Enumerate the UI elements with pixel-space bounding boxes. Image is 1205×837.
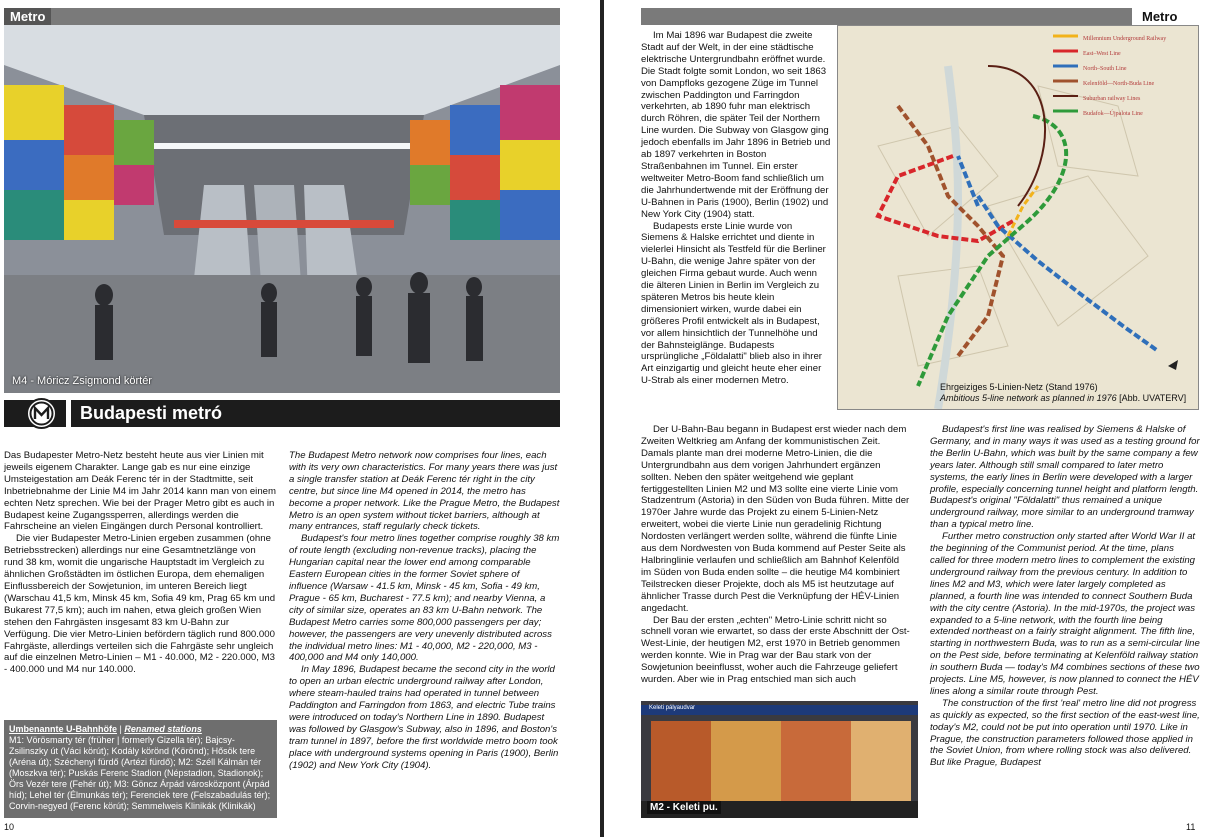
left-page — [0, 0, 600, 837]
metro-logo-icon — [26, 398, 57, 429]
box-title: Umbenannte U-Bahnhöfe — [9, 724, 117, 734]
page-number: 11 — [1186, 822, 1196, 832]
map-caption-de: Ehrgeiziges 5-Linien-Netz (Stand 1976) — [940, 382, 1098, 392]
title-gap — [66, 400, 71, 427]
station-photo — [4, 25, 560, 393]
paragraph: Budapest's four metro lines together comprise roughly 38 km of route length (excluding non-revenue tracks), placing the Hungarian capital near the lower end among comparable Eastern European cities in the former Soviet sphere of influence (Warsaw - 41.5 km, Minsk - 45 km, Sofia - 49 km, Prague - 65 km, Bucharest - 77.5 km); and nearby Vienna, a city of similar size, operates an 83 km U-Bahn network. The Budapest Metro carries some 800,000 passengers per day; however, the passengers are very unevenly distributed across the individual metro lines: M1 - 40,000, M2 - 220,000, M3 - 400,000 and M4 only 140,000. — [289, 533, 560, 664]
german-text-column — [4, 450, 277, 676]
keleti-station-photo — [641, 701, 918, 818]
map-caption-en: Ambitious 5-line network as planned in 1976 — [940, 393, 1117, 403]
paragraph: Der U-Bahn-Bau begann in Budapest erst wieder nach dem Zweiten Weltkrieg am Anfang der kommunistischen Zeit. Damals plante man drei moderne Metro-Linien, die die Untergrundbahn aus dem vorigen Jahrhundert ergänzen sollten. Neben den später weitgehend wie geplant fertiggestellten Linien M2 und M3 sollte eine vierte Linie vom Stadzentrum (Astoria) in den Süden von Buda führen. Mitte der 1970er Jahre wurde das Projekt zu einem 5-Linien-Netz erweitert, wobei die vierte Linie nun geradelinig Richtung Nordosten verlängert werden sollte, während die fünfte Linie aus dem Nordwesten von Buda kommend auf Pester Seite als Halbringlinie verlaufen und schließlich am Bahnhof Kelenföld im Süden von Buda enden sollte – die heutige M4 kombiniert Teilstrecken dieser Projekte, doch als M5 ist heutzutage auf ähnlicher Trasse durch Pest die Verknüpfung der HÉV-Linien angedacht. — [641, 424, 910, 614]
section-header: Metro — [1132, 8, 1183, 25]
page-title: Budapesti metró — [80, 403, 223, 423]
english-text-column — [289, 450, 560, 771]
title-stub — [4, 400, 18, 427]
box-text: M1: Vörösmarty tér (früher | formerly Gizella tér); Bajcsy-Zsilinszky út (Váci körút); Kodály körönd (Körönd); Hősök tere (Aréna út); Széchenyi fürdő (Artézi fürdő); M2: Széll Kálmán tér (Moszkva tér); Puskás Ferenc Stadion (Népstadion, Stadionok); Örs Vezér tere (Fehér út); M3: Göncz Árpád városközpont (Árpád híd); Lehel tér (Élmunkás tér); Ferenciek tere (Felszabadulás tér); Corvin-negyed (Ferenc körút); Semmelweis Klinikák (Klinikák) — [9, 735, 271, 811]
legend-item: North–South Line — [1083, 66, 1127, 72]
english-text-column — [930, 424, 1200, 769]
legend-item: Millennium Underground Railway — [1083, 36, 1167, 42]
renamed-stations-box: Umbenannte U-Bahnhöfe | Renamed stations M1: Vörösmarty tér (früher | formerly Gizella tér); Bajcsy-Zsilinszky út (Váci körút); Kodály körönd (Körönd); Hősök tere (Aréna út); Széchenyi fürdő (Artézi fürdő); M2: Széll Kálmán tér (Moszkva tér); Puskás Ferenc Stadion (Népstadion, Stadionok); Örs Vezér tere (Fehér út); M3: Göncz Árpád városközpont (Árpád híd); Lehel tér (Élmunkás tér); Ferenciek tere (Felszabadulás tér); Corvin-negyed (Ferenc körút); Semmelweis Klinikák (Klinikák) — [4, 720, 277, 818]
paragraph: In May 1896, Budapest became the second city in the world to open an urban electric underground railway after London, where steam-hauled trains had operated in tunnel between Paddington and Farringdon from 1863, and electric Tube trains were introduced on today's Northern Line in 1890. Budapest was followed by Glasgow's Subway, also in 1896, and Boston's tram tunnel in 1897, before the first worldwide metro boom took place with underground systems opening in Paris (1900), Berlin (1902) and New York City (1904). — [289, 664, 559, 771]
paragraph: Further metro construction only started after World War II at the beginning of the Communist period. At the time, plans called for three modern metro lines to complement the existing underground railway from the previous century. In addition to lines M2 and M3, which were later largely completed as planned, a fourth line was intended to connect Southern Buda with the city centre (Astoria). In the mid-1970s, the project was expanded to a 5-line network, with the fourth line being extended northeast on a fairly straight alignment. The fifth line, starting in northwestern Buda, was to run as a semi-circular line on the Pest side, before terminating at Kelenföld railway station in southern Buda — today's M4 combines sections of these two projects. Line M5, however, is now planned to connect the HÉV lines along a similar route through Pest. — [930, 531, 1200, 697]
paragraph: Der Bau der ersten „echten" Metro-Linie schritt nicht so schnell voran wie erwartet, so dass der erste Abschnitt der Ost-West-Linie, der heutigen M2, erst 1970 in Betrieb genommen werden konnte. Wie in Prag war der Bau stark von der Sowjetunion beeinflusst, woher auch die Fahrzeuge geliefert wurden. Aber wie in Prag entschied man sich auch — [641, 614, 910, 686]
right-page — [604, 0, 1205, 837]
header-bar — [641, 8, 1173, 25]
escalator-illustration — [4, 25, 560, 393]
photo-caption: M4 - Móricz Zsigmond körtér — [12, 375, 152, 387]
station-sign: Keleti pályaudvar — [649, 705, 696, 711]
page-number: 10 — [4, 822, 15, 832]
paragraph: Das Budapester Metro-Netz besteht heute aus vier Linien mit jeweils eigenem Charakter. Lange gab es nur eine einzige Umsteigestation am Deák Ferenc tér in der Stadtmitte, seit Inbetriebnahme der Linie M4 im Jahr 2014 kann man von einem echten Netz sprechen. Wie bei der Prager Metro gibt es auch in Budapest keine Zugangssperren, allerdings werden die Fahrscheine an vielen Eingängen durch Personal kontrolliert. — [4, 450, 276, 533]
paragraph: Budapest's first line was realised by Siemens & Halske of Germany, and in many ways it was used as a testing ground for the Berlin U-Bahn, which was built by the same company a few years later. Although still small compared to later metro systems, the early lines in Berlin were developed with a larger profile, especially concerning tunnel height and platform length. Budapest's original "Földalatti" thus remained a unique underground railway, more similar to an underground tramway than a typical metro line. — [930, 424, 1200, 531]
paragraph: Die vier Budapester Metro-Linien ergeben zusammen (ohne Betriebsstrecken) allerdings nur eine Gesamtnetzlänge von rund 38 km, womit die ungarische Hauptstadt im Vergleich zu ähnlichen Großstädten im östlichen Europa, dem ehemaligen Einflussbereich der Sowjetunion, im unteren Bereich liegt (Warschau 41,5 km, Minsk 45 km, Sofia 49 km, Prag 65 km und Bukarest 77,5 km); auch im nahen, etwa gleich großen Wien stehen den Fahrgästen insgesamt 83 km U-Bahn zur Verfügung. Die vier Metro-Linien befördern täglich rund 800.000 Fahrgäste, allerdings verteilen sich die Fahrgäste sehr ungleich auf die einzelnen Metro-Linien – M1 - 40.000, M2 - 220.000, M3 - 400.000 und M4 nur 140.000. — [4, 533, 276, 676]
paragraph: Im Mai 1896 war Budapest die zweite Stadt auf der Welt, in der eine städtische elektrische Untergrundbahn eröffnet wurde. Die Stadt folgte somit London, wo seit 1863 von Dampfloks gezogene Züge im Tunnel zwischen Paddington und Farringdon verkehrten, ab 1890 fuhr man elektrisch durch Röhren, die später Teil der Northern Line wurden. Die Subway von Glasgow ging jedoch ebenfalls im Jahr 1896 in Betrieb und ab 1897 verkehrten in Boston Straßenbahnen im Tunnel. Ein erster weltweiter Metro-Boom fand schließlich um die Jahrhundertwende mit der Eröffnung der U-Bahnen in Paris (1900), Berlin (1902) und New York City (1904) statt. — [641, 30, 831, 220]
paragraph: The Budapest Metro network now comprises four lines, each with its very own characteristics. For many years there was just a single transfer station at Deák Ferenc tér right in the city centre, but since line M4 opened in 2014, the metro has become a proper network. Like the Prague Metro, the Budapest Metro is an open system without ticket barriers, although at many entrances, staff regularly check tickets. — [289, 450, 560, 533]
map-caption-credit: [Abb. UVATERV] — [1119, 393, 1187, 403]
legend-item: Suburban railway Lines — [1083, 96, 1141, 102]
photo-caption: M2 - Keleti pu. — [647, 801, 721, 814]
paragraph: Budapests erste Linie wurde von Siemens & Halske errichtet und diente in vielerlei Hinsicht als Testfeld für die Berliner U-Bahn, die wenige Jahre später von der gleichen Firma gebaut wurde. Auch wenn die älteren Linien in Berlin im Vergleich zu späteren Metros bis heute klein dimensioniert wirken, wurde dabei ein größeres Profil entwickelt als in Budapest, vor allem hinsichtlich der Tunnelhöhe und der Bahnsteiglänge. Budapests ursprüngliche „Földalatti" blieb also in ihrer Art einzigartig und gleicht heute eher einer U-Strab als einer modernen Metro. — [641, 220, 826, 387]
paragraph: The construction of the first 'real' metro line did not progress as quickly as expected, so the first section of the east-west line, today's M2, could not be put into operation until 1970. Like in Prague, the construction parameters followed those applied in the Soviet Union, from where rolling stock was also delivered. But like Prague, Budapest — [930, 697, 1200, 769]
legend-item: East–West Line — [1083, 51, 1121, 57]
map-legend — [1083, 32, 1199, 122]
header-bar — [4, 8, 560, 25]
metro-plan-map — [837, 25, 1199, 410]
legend-item: Kelenföld—North-Buda Line — [1083, 81, 1155, 87]
box-title-en: Renamed stations — [124, 724, 202, 734]
german-text-column-upper — [641, 30, 831, 387]
german-text-column-lower — [641, 424, 911, 686]
section-header: Metro — [4, 8, 51, 25]
map-caption — [940, 382, 1200, 404]
legend-item: Budafok—Újpalota Line — [1083, 111, 1143, 117]
